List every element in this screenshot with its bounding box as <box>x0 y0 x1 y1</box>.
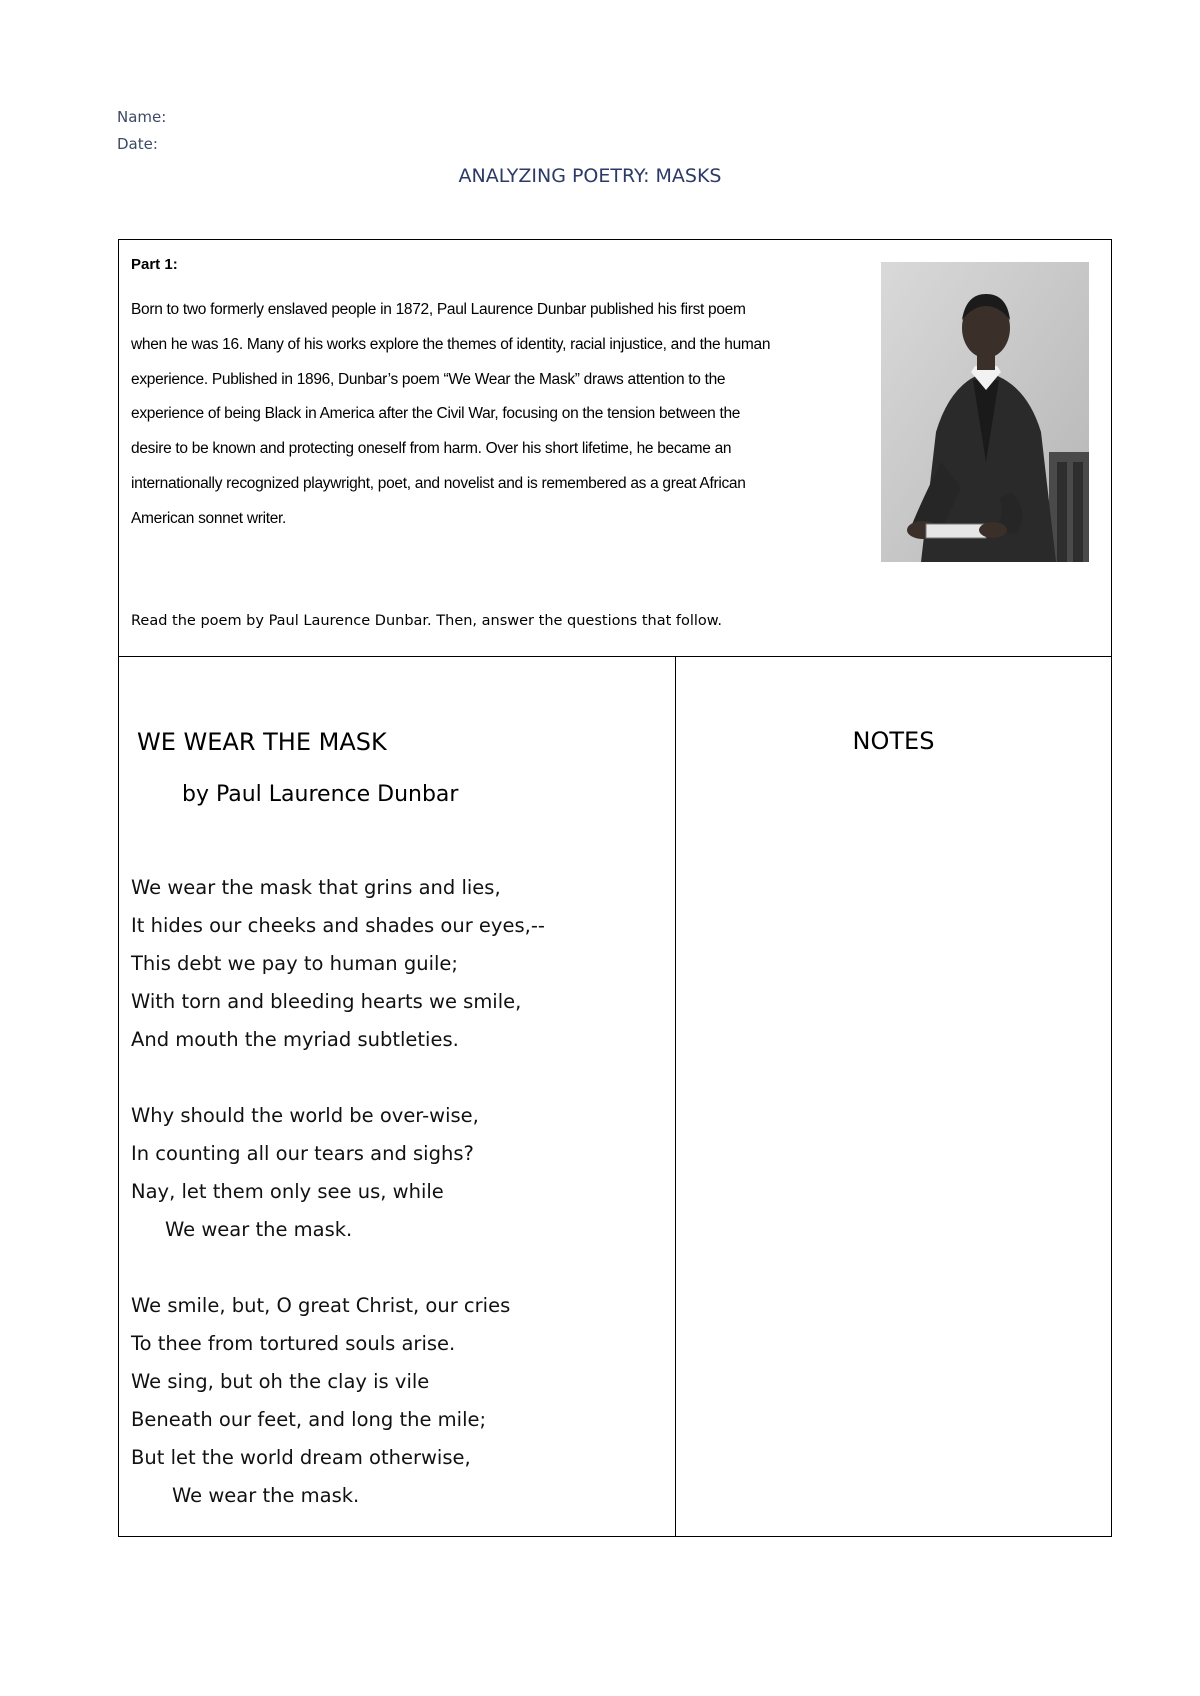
bio-line: when he was 16. Many of his works explore the themes of identity, racial injustice, and the human <box>131 335 771 353</box>
poem-refrain: We wear the mask. <box>172 1484 360 1507</box>
poem-author: by Paul Laurence Dunbar <box>182 782 459 807</box>
poem-stanza-2 <box>131 1097 479 1249</box>
poem-line: Why should the world be over-wise, <box>131 1104 479 1127</box>
portrait-photo-icon <box>881 262 1089 562</box>
bio-line: experience. Published in 1896, Dunbar’s poem “We Wear the Mask” draws attention to the <box>131 370 726 388</box>
document-title: ANALYZING POETRY: MASKS <box>458 165 722 187</box>
reading-instructions: Read the poem by Paul Laurence Dunbar. Then, answer the questions that follow. <box>131 613 722 629</box>
poem-line: We wear the mask that grins and lies, <box>131 876 501 899</box>
author-portrait <box>881 262 1089 562</box>
notes-heading: NOTES <box>852 727 935 755</box>
poem-line: But let the world dream otherwise, <box>131 1446 471 1469</box>
poem-line: In counting all our tears and sighs? <box>131 1142 474 1165</box>
date-field-label: Date: <box>117 135 158 153</box>
poem-line: With torn and bleeding hearts we smile, <box>131 990 522 1013</box>
worksheet-table <box>118 239 1112 1537</box>
part1-heading: Part 1: <box>131 256 178 273</box>
biography-paragraph <box>131 293 871 537</box>
poem-refrain: We wear the mask. <box>165 1218 353 1241</box>
poem-line: And mouth the myriad subtleties. <box>131 1028 459 1051</box>
poem-line: We smile, but, O great Christ, our cries <box>131 1294 511 1317</box>
poem-line: This debt we pay to human guile; <box>131 952 458 975</box>
poem-line: To thee from tortured souls arise. <box>131 1332 456 1355</box>
bio-line: American sonnet writer. <box>131 509 287 527</box>
poem-cell <box>119 657 676 1536</box>
poem-line: Nay, let them only see us, while <box>131 1180 444 1203</box>
bio-line: desire to be known and protecting oneself from harm. Over his short lifetime, he became an <box>131 440 732 458</box>
poem-line: We sing, but oh the clay is vile <box>131 1370 430 1393</box>
poem-stanza-3 <box>131 1287 510 1515</box>
poem-stanza-1 <box>131 869 545 1059</box>
bio-line: internationally recognized playwright, poet, and novelist and is remembered as a great African <box>131 474 746 492</box>
name-field-label: Name: <box>117 108 167 126</box>
poem-title: WE WEAR THE MASK <box>137 728 387 756</box>
bio-line: experience of being Black in America after the Civil War, focusing on the tension between the <box>131 405 741 423</box>
notes-cell[interactable] <box>676 657 1111 1536</box>
poem-line: It hides our cheeks and shades our eyes,-- <box>131 914 545 937</box>
bio-line: Born to two formerly enslaved people in 1872, Paul Laurence Dunbar published his first poem <box>131 301 746 318</box>
part1-cell <box>119 240 1111 657</box>
poem-line: Beneath our feet, and long the mile; <box>131 1408 487 1431</box>
